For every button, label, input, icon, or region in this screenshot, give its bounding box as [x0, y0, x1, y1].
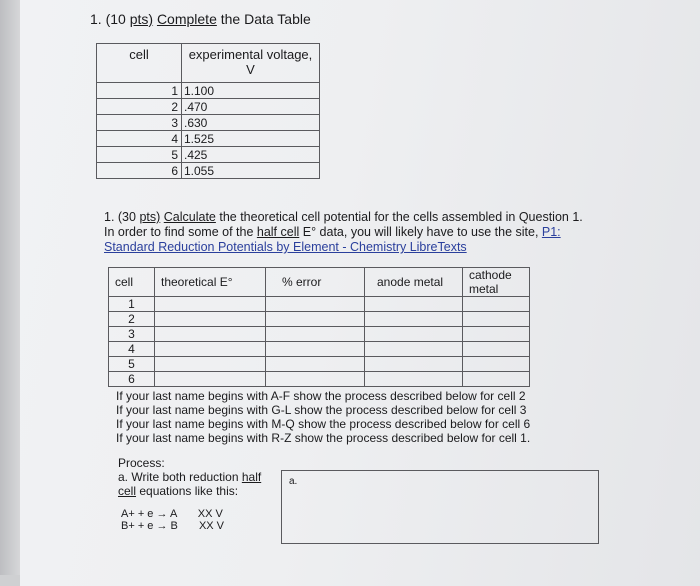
- cell-number: 1: [97, 83, 182, 99]
- equation-lhs: A+ + e: [121, 508, 154, 520]
- q2-line2-mid: E° data, you will likely have to use the site,: [299, 225, 542, 239]
- table-row: [109, 357, 530, 372]
- anode-input[interactable]: [365, 327, 463, 342]
- cell-number: 3: [97, 115, 182, 131]
- table-row: [97, 163, 320, 179]
- arrow-icon: →: [156, 508, 168, 520]
- theoretical-input[interactable]: [155, 297, 266, 312]
- theoretical-input[interactable]: [155, 342, 266, 357]
- q2-points: pts): [139, 210, 161, 224]
- process-section: [118, 456, 261, 498]
- anode-input[interactable]: [365, 372, 463, 387]
- table-row: [97, 115, 320, 131]
- cathode-input[interactable]: [463, 372, 530, 387]
- question-2-prompt: [104, 210, 583, 255]
- p1-link[interactable]: P1:: [541, 225, 561, 239]
- cathode-input[interactable]: [463, 327, 530, 342]
- error-input[interactable]: [266, 372, 365, 387]
- table-row: [97, 131, 320, 147]
- voltage-value[interactable]: .630: [182, 115, 320, 131]
- equation-value: XX V: [198, 520, 225, 532]
- calculation-table: [108, 267, 530, 387]
- cell-number: 4: [97, 131, 182, 147]
- table2-header-anode: anode metal: [365, 268, 463, 297]
- voltage-value[interactable]: .425: [182, 147, 320, 163]
- answer-box-label: a.: [289, 476, 298, 487]
- instructions-list: [116, 389, 530, 445]
- table2-header-error: % error: [266, 268, 365, 297]
- cell-number: 2: [109, 312, 155, 327]
- instruction-line: If your last name begins with A-F show the process described below for cell 2: [116, 389, 526, 403]
- voltage-header-unit: V: [246, 62, 255, 77]
- table1-header-cell: cell: [97, 44, 182, 83]
- anode-input[interactable]: [365, 342, 463, 357]
- theoretical-input[interactable]: [155, 327, 266, 342]
- cathode-input[interactable]: [463, 357, 530, 372]
- voltage-value[interactable]: 1.525: [182, 131, 320, 147]
- answer-box-a[interactable]: [281, 470, 599, 544]
- voltage-header-line1: experimental voltage,: [188, 47, 313, 62]
- equation-lhs: B+ + e: [121, 520, 154, 532]
- table-row: [109, 372, 530, 387]
- error-input[interactable]: [266, 312, 365, 327]
- q1-number: 1. (10: [90, 11, 130, 27]
- cell-number: 5: [97, 147, 182, 163]
- cathode-input[interactable]: [463, 297, 530, 312]
- table2-header-cell: cell: [109, 268, 155, 297]
- q1-points: pts): [129, 11, 154, 27]
- data-table: [96, 43, 320, 179]
- libretexts-link[interactable]: Standard Reduction Potentials by Element - Chemistry LibreTexts: [104, 240, 467, 254]
- table2-header-theoretical: theoretical E°: [155, 268, 266, 297]
- step-a-half: half: [241, 470, 262, 484]
- equation-value: XX V: [197, 508, 223, 520]
- cell-number: 6: [109, 372, 155, 387]
- step-a-cell: cell: [118, 484, 137, 498]
- error-input[interactable]: [266, 357, 365, 372]
- q2-number: 1. (30: [104, 210, 140, 224]
- cell-number: 3: [109, 327, 155, 342]
- half-cell-term: half cell: [256, 225, 300, 239]
- table1-header-voltage: [182, 44, 320, 83]
- process-heading: Process:: [118, 456, 165, 470]
- error-input[interactable]: [266, 327, 365, 342]
- equation-b: [121, 520, 224, 532]
- voltage-value[interactable]: 1.100: [182, 83, 320, 99]
- q2-line1-rest: the theoretical cell potential for the cells assembled in Question 1.: [215, 210, 583, 224]
- table-row: [97, 83, 320, 99]
- table-row: [97, 99, 320, 115]
- process-step-a: [118, 470, 261, 484]
- voltage-value[interactable]: 1.055: [182, 163, 320, 179]
- table-row: [109, 327, 530, 342]
- theoretical-input[interactable]: [155, 312, 266, 327]
- arrow-icon: →: [156, 520, 168, 532]
- q2-title: Calculate: [163, 210, 216, 224]
- cell-number: 4: [109, 342, 155, 357]
- desk-background: [0, 0, 20, 575]
- cell-number: 1: [109, 297, 155, 312]
- table-row: [109, 312, 530, 327]
- step-a-end: equations like this:: [136, 484, 239, 498]
- step-a-start: a. Write both reduction: [118, 470, 242, 484]
- anode-input[interactable]: [365, 312, 463, 327]
- cell-number: 6: [97, 163, 182, 179]
- instruction-line: If your last name begins with G-L show the process described below for cell 3: [116, 403, 527, 417]
- equation-rhs: B: [170, 520, 178, 532]
- table-row: [109, 342, 530, 357]
- anode-input[interactable]: [365, 297, 463, 312]
- table2-header-cathode: cathode metal: [463, 268, 530, 297]
- process-step-a-line2: [118, 484, 261, 498]
- error-input[interactable]: [266, 342, 365, 357]
- q2-line2-start: In order to find some of the: [104, 225, 257, 239]
- q1-title-rest: the Data Table: [216, 11, 311, 27]
- instruction-line: If your last name begins with R-Z show the process described below for cell 1.: [116, 431, 531, 445]
- equation-a: [121, 508, 223, 520]
- table-row: [97, 147, 320, 163]
- table-row: [109, 297, 530, 312]
- instruction-line: If your last name begins with M-Q show the process described below for cell 6: [116, 417, 531, 431]
- cell-number: 2: [97, 99, 182, 115]
- question-1-heading: [90, 11, 311, 27]
- equation-rhs: A: [169, 508, 177, 520]
- voltage-value[interactable]: .470: [182, 99, 320, 115]
- anode-input[interactable]: [365, 357, 463, 372]
- error-input[interactable]: [266, 297, 365, 312]
- theoretical-input[interactable]: [155, 357, 266, 372]
- theoretical-input[interactable]: [155, 372, 266, 387]
- cell-number: 5: [109, 357, 155, 372]
- cathode-input[interactable]: [463, 342, 530, 357]
- q1-title: Complete: [156, 11, 217, 27]
- cathode-input[interactable]: [463, 312, 530, 327]
